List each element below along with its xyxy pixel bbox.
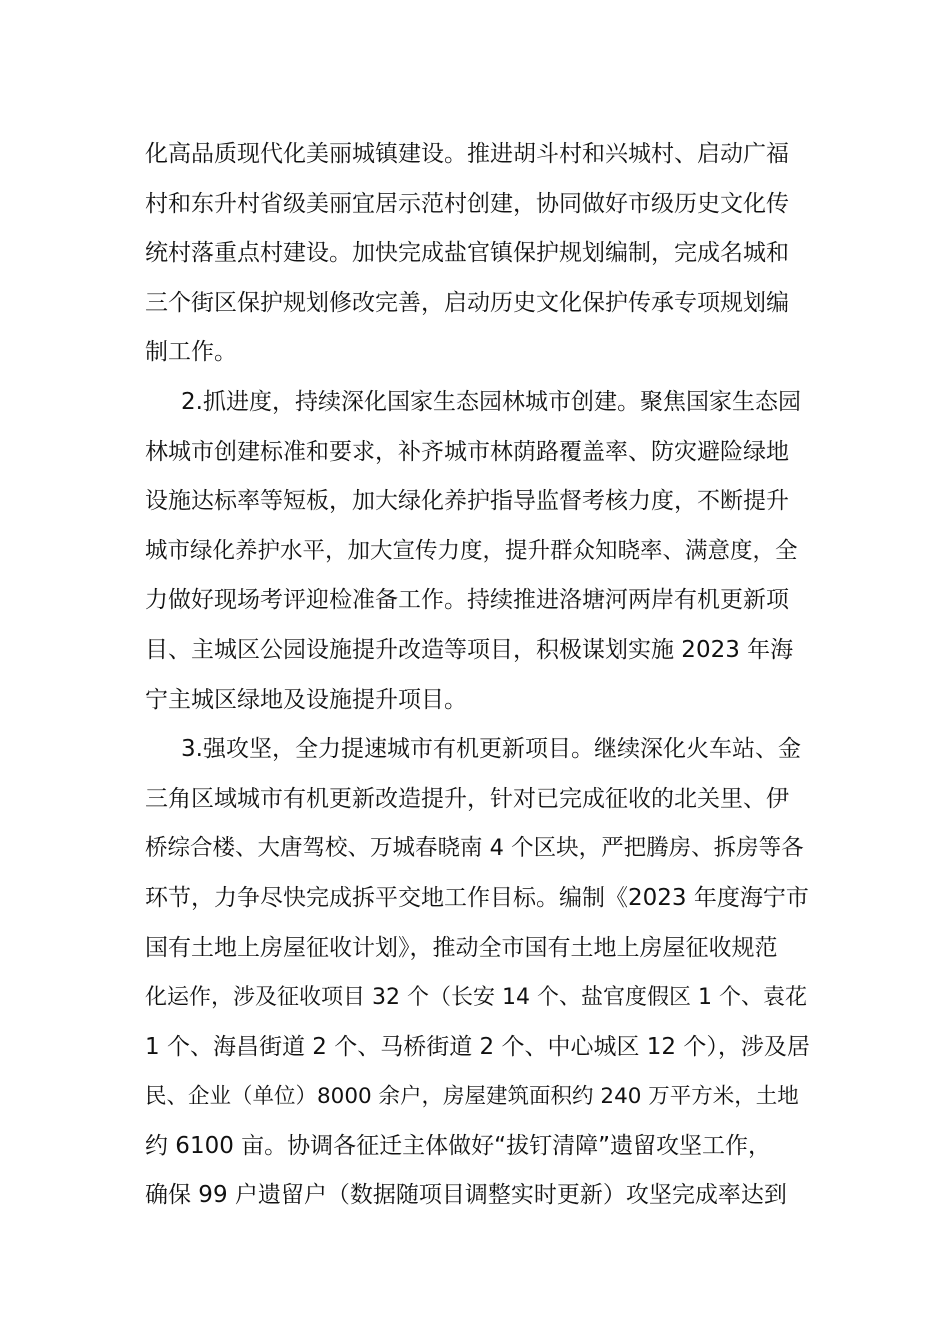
text-line: 桥综合楼、大唐驾校、万城春晓南 4 个区块，严把腾房、拆房等各 — [145, 835, 804, 862]
text-line: 1 个、海昌街道 2 个、马桥街道 2 个、中心城区 12 个），涉及居 — [145, 1033, 810, 1060]
text-line: 环节，力争尽快完成拆平交地工作目标。编制《2023 年度海宁市 — [145, 884, 809, 911]
text-line: 目、主城区公园设施提升改造等项目，积极谋划实施 2023 年海 — [145, 636, 794, 663]
text-line: 确保 99 户遗留户（数据随项目调整实时更新）攻坚完成率达到 — [145, 1182, 787, 1209]
text-line: 城市绿化养护水平，加大宣传力度，提升群众知晓率、满意度，全 — [145, 537, 798, 564]
text-line: 三角区域城市有机更新改造提升，针对已完成征收的北关里、伊 — [145, 785, 789, 812]
text-line: 制工作。 — [145, 339, 237, 366]
text-line: 三个街区保护规划修改完善，启动历史文化保护传承专项规划编 — [145, 289, 789, 316]
body-text — [145, 130, 810, 1221]
text-line: 村和东升村省级美丽宜居示范村创建，协同做好市级历史文化传 — [145, 190, 789, 217]
text-line: 化运作，涉及征收项目 32 个（长安 14 个、盐官度假区 1 个、袁花 — [145, 985, 807, 1011]
text-line: 2.抓进度，持续深化国家生态园林城市创建。聚焦国家生态园 — [181, 388, 801, 415]
text-line: 民、企业（单位）8000 余户，房屋建筑面积约 240 万平方米，土地 — [145, 1084, 799, 1110]
text-line: 设施达标率等短板，加大绿化养护指导监督考核力度，不断提升 — [145, 488, 789, 515]
text-line: 3.强攻坚，全力提速城市有机更新项目。继续深化火车站、金 — [181, 736, 801, 763]
text-line: 化高品质现代化美丽城镇建设。推进胡斗村和兴城村、启动广福 — [145, 141, 789, 167]
text-line: 统村落重点村建设。加快完成盐官镇保护规划编制，完成名城和 — [145, 240, 789, 267]
text-line: 宁主城区绿地及设施提升项目。 — [145, 686, 467, 713]
text-line: 国有土地上房屋征收计划》，推动全市国有土地上房屋征收规范 — [145, 934, 778, 961]
text-line: 约 6100 亩。协调各征迁主体做好“拔钉清障”遗留攻坚工作， — [145, 1132, 771, 1159]
text-line: 林城市创建标准和要求，补齐城市林荫路覆盖率、防灾避险绿地 — [145, 438, 789, 465]
text-line: 力做好现场考评迎检准备工作。持续推进洛塘河两岸有机更新项 — [145, 587, 789, 614]
